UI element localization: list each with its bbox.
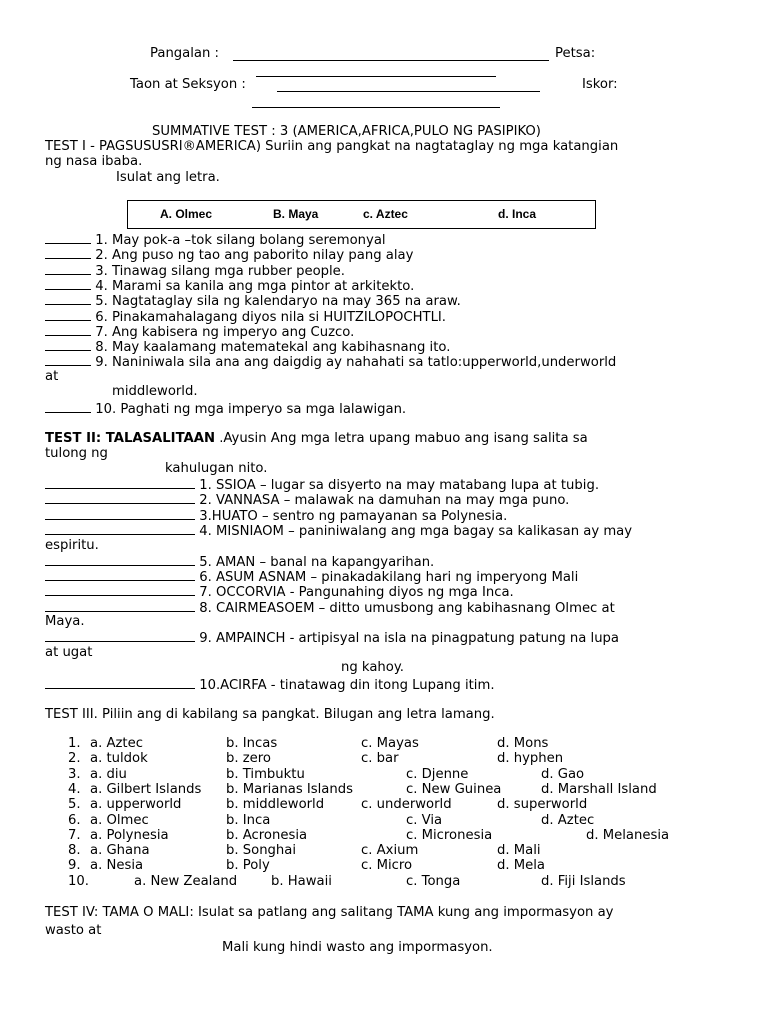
item-text: 3. Tinawag silang mga rubber people.	[95, 264, 345, 279]
test3-option[interactable]: c. bar	[361, 751, 399, 767]
test3-item-number: 7.	[68, 827, 81, 843]
test3-option[interactable]: b. Timbuktu	[226, 766, 305, 782]
item-text: 2. VANNASA – malawak na damuhan na may mga puno.	[199, 493, 570, 508]
test3-option[interactable]: b. Marianas Islands	[226, 781, 353, 797]
test3-option[interactable]: b. zero	[226, 751, 271, 767]
test4-instruction-line1: TEST IV: TAMA O MALI: Isulat sa patlang ang salitang TAMA kung ang impormasyon ay	[45, 905, 614, 920]
test2-heading: TEST II: TALASALITAAN	[45, 431, 215, 446]
test2-item-continuation	[45, 538, 99, 553]
answer-blank[interactable]	[45, 629, 195, 642]
test2-item	[45, 491, 569, 508]
item-text: at ugat	[45, 645, 93, 660]
test2-item-continuation	[45, 614, 85, 629]
test2-instruction	[45, 431, 588, 446]
test3-option[interactable]: c. underworld	[361, 797, 452, 813]
item-text: 1. May pok-a –tok silang bolang seremonyal	[95, 233, 386, 248]
test3-option[interactable]: a. upperworld	[90, 797, 182, 813]
test3-option[interactable]: c. Tonga	[406, 873, 461, 889]
test3-option[interactable]: c. Micronesia	[406, 827, 493, 843]
test4-instruction-line2: wasto at	[45, 923, 102, 938]
item-text: 5. AMAN – banal na kapangyarihan.	[199, 555, 435, 570]
item-text: 8. May kaalamang matematekal ang kabihasnang ito.	[95, 340, 451, 355]
item-text: 7. OCCORVIA - Pangunahing diyos ng mga Inca.	[199, 585, 514, 600]
choice-maya: B. Maya	[273, 207, 319, 221]
answer-blank[interactable]	[45, 400, 91, 413]
test3-option[interactable]: c. Mayas	[361, 736, 419, 751]
answer-blank[interactable]	[45, 246, 91, 259]
test1-instruction-line1: TEST I - PAGSUSUSRI®AMERICA) Suriin ang pangkat na nagtataglay ng mga katangian	[45, 139, 619, 154]
section-label: Taon at Seksyon :	[130, 77, 246, 92]
answer-blank[interactable]	[45, 568, 195, 581]
score-label: Iskor:	[582, 77, 618, 92]
test3-option[interactable]: d. Mela	[497, 858, 545, 874]
choice-inca: d. Inca	[498, 207, 537, 221]
answer-blank[interactable]	[45, 507, 195, 520]
test3-option[interactable]: b. Songhai	[226, 843, 297, 859]
test3-option[interactable]: a. New Zealand	[134, 873, 238, 889]
test3-option[interactable]: c. Djenne	[406, 766, 469, 782]
test3-option[interactable]: d. Fiji Islands	[541, 873, 626, 889]
test3-option[interactable]: d. Marshall Island	[541, 781, 657, 797]
test3-option[interactable]: b. Inca	[226, 812, 271, 828]
test3-option[interactable]: c. New Guinea	[406, 781, 502, 797]
item-text: 5. Nagtataglay sila ng kalendaryo na may 365 na araw.	[95, 294, 461, 309]
item-text: 8. CAIRMEASOEM – ditto umusbong ang kabihasnang Olmec at	[199, 601, 615, 616]
answer-blank[interactable]	[45, 522, 195, 535]
answer-blank[interactable]	[45, 476, 195, 489]
test3-option[interactable]: d. superworld	[497, 797, 588, 813]
answer-blank[interactable]	[45, 353, 91, 366]
test3-item-number: 10.	[68, 873, 89, 889]
test1-item-9	[45, 353, 616, 370]
test3-option[interactable]: a. Ghana	[90, 843, 150, 859]
test1-item-2	[45, 246, 413, 263]
item-text: 10. Paghati ng mga imperyo sa mga lalawigan.	[95, 402, 407, 417]
test2-item	[45, 522, 632, 539]
test3-option[interactable]: d. Gao	[541, 766, 585, 782]
test3-item-number: 1.	[68, 736, 81, 751]
test3-option[interactable]: d. Mali	[497, 843, 541, 859]
test2-instr2: tulong ng	[45, 446, 108, 461]
test1-item-5	[45, 292, 461, 309]
name-label: Pangalan :	[150, 46, 219, 61]
answer-blank[interactable]	[45, 323, 91, 336]
test3-option[interactable]: c. Via	[406, 812, 443, 828]
answer-blank[interactable]	[45, 599, 195, 612]
test3-heading: TEST III. Piliin ang di kabilang sa pangkat. Bilugan ang letra lamang.	[45, 707, 495, 722]
item-text: 2. Ang puso ng tao ang paborito nilay pang alay	[95, 248, 414, 263]
answer-blank[interactable]	[45, 277, 91, 290]
test3-option[interactable]: b. Hawaii	[271, 873, 332, 889]
test3-option[interactable]: a. Nesia	[90, 858, 144, 874]
test2-item-continuation	[341, 660, 404, 675]
item-text: 9. Naniniwala sila ana ang daigdig ay nahahati sa tatlo:upperworld,underworld	[95, 355, 617, 370]
test3-option[interactable]: a. tuldok	[90, 751, 148, 767]
test3-option[interactable]: d. Mons	[497, 736, 549, 751]
test1-item9-continuation: at	[45, 369, 59, 384]
test2-instr1: .Ayusin Ang mga letra upang mabuo ang isang salita sa	[215, 431, 588, 446]
test3-item-number: 6.	[68, 812, 81, 828]
test3-option[interactable]: a. diu	[90, 766, 127, 782]
test1-instruction-line2: ng nasa ibaba.	[45, 154, 143, 169]
test2-item	[45, 676, 495, 693]
test3-option[interactable]: b. middleworld	[226, 797, 325, 813]
answer-blank[interactable]	[45, 262, 91, 275]
section-blank[interactable]	[277, 76, 540, 92]
test1-instruction-line3: Isulat ang letra.	[116, 170, 220, 185]
item-text: 7. Ang kabisera ng imperyo ang Cuzco.	[95, 325, 355, 340]
test3-option[interactable]: d. hyphen	[497, 751, 564, 767]
score-blank[interactable]	[252, 92, 500, 108]
answer-blank[interactable]	[45, 491, 195, 504]
test2-item-continuation	[45, 645, 92, 660]
item-text: 1. SSIOA – lugar sa disyerto na may matabang lupa at tubig.	[199, 478, 600, 493]
page-title: SUMMATIVE TEST : 3 (AMERICA,AFRICA,PULO NG PASIPIKO)	[152, 124, 541, 139]
test3-item-number: 2.	[68, 751, 81, 767]
test3-item-number: 4.	[68, 781, 81, 797]
test3-option[interactable]: c. Micro	[361, 858, 413, 874]
test3-option[interactable]: b. Incas	[226, 736, 278, 751]
test3-option[interactable]: a. Aztec	[90, 736, 143, 751]
test1-item-10	[45, 400, 406, 417]
item-text: Maya.	[45, 614, 85, 629]
test3-option[interactable]: d. Melanesia	[586, 827, 670, 843]
item-text: 9. AMPAINCH - artipisyal na isla na pinagpatung patung na lupa	[199, 631, 620, 646]
answer-blank[interactable]	[45, 553, 195, 566]
date-label: Petsa:	[555, 46, 596, 61]
choice-olmec: A. Olmec	[160, 207, 213, 221]
test3-item-number: 8.	[68, 843, 81, 859]
test3-option[interactable]: a. Olmec	[90, 812, 149, 828]
date-blank[interactable]	[256, 61, 496, 77]
test3-item-number: 5.	[68, 797, 81, 813]
item-text: 4. MISNIAOM – paniniwalang ang mga bagay sa kalikasan ay may	[199, 524, 633, 539]
test3-option[interactable]: c. Axium	[361, 843, 419, 859]
test2-item	[45, 599, 615, 616]
answer-blank[interactable]	[45, 292, 91, 305]
answer-blank[interactable]	[45, 308, 91, 321]
answer-blank[interactable]	[45, 231, 91, 244]
test2-instr3: kahulugan nito.	[165, 461, 268, 476]
answer-blank[interactable]	[45, 676, 195, 689]
item-text: ng kahoy.	[341, 660, 404, 675]
item-text: 6. Pinakamahalagang diyos nila si HUITZILOPOCHTLI.	[95, 310, 447, 325]
item-text: 4. Marami sa kanila ang mga pintor at arkitekto.	[95, 279, 415, 294]
test3-item-number: 9.	[68, 858, 81, 874]
item-text: 3.HUATO – sentro ng pamayanan sa Polynesia.	[199, 509, 508, 524]
answer-blank[interactable]	[45, 583, 195, 596]
test3-option[interactable]: a. Polynesia	[90, 827, 169, 843]
item-text: espiritu.	[45, 538, 99, 553]
test3-option[interactable]: b. Poly	[226, 858, 270, 874]
test2-item	[45, 629, 619, 646]
name-blank[interactable]	[233, 45, 549, 61]
choice-aztec: c. Aztec	[363, 207, 408, 221]
test1-item9-continuation2: middleworld.	[112, 384, 198, 399]
item-text: 10.ACIRFA - tinatawag din itong Lupang itim.	[199, 678, 495, 693]
choices-box	[127, 200, 596, 229]
test3-option[interactable]: d. Aztec	[541, 812, 595, 828]
item-text: 6. ASUM ASNAM – pinakadakilang hari ng imperyong Mali	[199, 570, 579, 585]
test2-item	[45, 583, 514, 600]
test4-instruction-line3: Mali kung hindi wasto ang impormasyon.	[222, 940, 493, 955]
test3-option[interactable]: b. Acronesia	[226, 827, 308, 843]
test3-option[interactable]: a. Gilbert Islands	[90, 781, 202, 797]
answer-blank[interactable]	[45, 338, 91, 351]
test3-item-number: 3.	[68, 766, 81, 782]
